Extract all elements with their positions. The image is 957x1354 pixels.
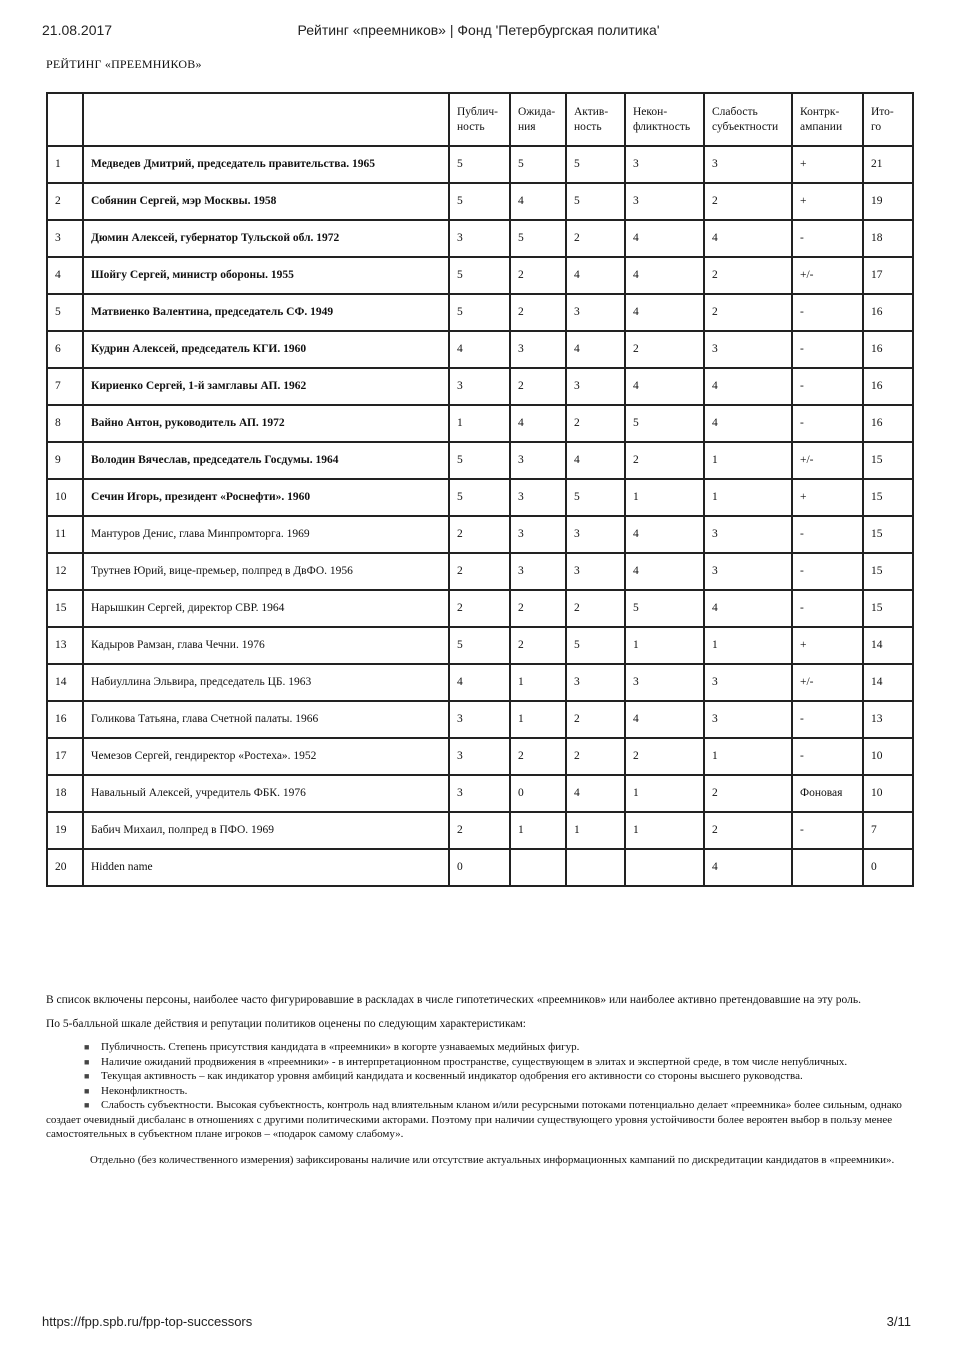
person-name-cell: Голикова Татьяна, глава Счетной палаты. 1966 [83, 701, 449, 738]
rank-cell: 4 [47, 257, 83, 294]
criteria-item: ■ Наличие ожиданий продвижения в «преемники» - в интерпретационном пространстве, существующем в элитах и экспертной среде, в том числе непубличных. [84, 1055, 848, 1068]
score-cell: 3 [449, 220, 510, 257]
score-cell: 17 [863, 257, 913, 294]
rank-cell: 11 [47, 516, 83, 553]
score-cell: 4 [625, 553, 704, 590]
score-cell: + [792, 146, 863, 183]
score-cell: + [792, 627, 863, 664]
score-cell: 15 [863, 479, 913, 516]
table-row [47, 849, 913, 886]
score-cell: 2 [566, 405, 625, 442]
score-cell: 3 [566, 294, 625, 331]
score-cell: 2 [704, 775, 792, 812]
score-cell: 15 [863, 553, 913, 590]
table-row [47, 220, 913, 257]
table-row [47, 775, 913, 812]
person-name-cell: Бабич Михаил, полпред в ПФО. 1969 [83, 812, 449, 849]
column-header: Ожида- ния [510, 93, 566, 146]
rank-cell: 15 [47, 590, 83, 627]
table-header-row [47, 93, 913, 146]
score-cell: 4 [625, 294, 704, 331]
score-cell: 15 [863, 590, 913, 627]
score-cell: 1 [566, 812, 625, 849]
person-name-cell: Матвиенко Валентина, председатель СФ. 1949 [83, 294, 449, 331]
score-cell: 2 [510, 257, 566, 294]
person-name-cell: Hidden name [83, 849, 449, 886]
table-row [47, 627, 913, 664]
score-cell: 3 [625, 183, 704, 220]
column-header: Ито- го [863, 93, 913, 146]
score-cell: 4 [704, 368, 792, 405]
score-cell: +/- [792, 257, 863, 294]
score-cell: - [792, 220, 863, 257]
score-cell: 4 [704, 849, 792, 886]
score-cell: 3 [704, 516, 792, 553]
score-cell: 2 [449, 516, 510, 553]
intro-note: В список включены персоны, наиболее часто фигурировавшие в раскладах в числе гипотетических «преемников» или наиболее активно претендовавшие на эту роль. [46, 994, 861, 1006]
person-name-cell: Навальный Алексей, учредитель ФБК. 1976 [83, 775, 449, 812]
person-name-cell: Кадыров Рамзан, глава Чечни. 1976 [83, 627, 449, 664]
score-cell: 2 [510, 590, 566, 627]
column-header: Некон- фликтность [625, 93, 704, 146]
rank-cell: 18 [47, 775, 83, 812]
scale-note: По 5-балльной шкале действия и репутации политиков оценены по следующим характеристикам: [46, 1018, 526, 1030]
score-cell: 4 [625, 220, 704, 257]
score-cell: 2 [625, 738, 704, 775]
table-row [47, 553, 913, 590]
table-row [47, 664, 913, 701]
score-cell: 4 [704, 405, 792, 442]
score-cell: 1 [510, 701, 566, 738]
source-url[interactable]: https://fpp.spb.ru/fpp-top-successors [42, 1314, 253, 1329]
score-cell: 4 [510, 183, 566, 220]
score-cell: 2 [510, 738, 566, 775]
score-cell: 4 [566, 442, 625, 479]
score-cell: 3 [625, 146, 704, 183]
score-cell: 3 [510, 516, 566, 553]
score-cell: - [792, 590, 863, 627]
rank-cell: 2 [47, 183, 83, 220]
score-cell [566, 849, 625, 886]
score-cell: 2 [510, 294, 566, 331]
score-cell: 4 [704, 220, 792, 257]
person-name-cell: Чемезов Сергей, гендиректор «Ростеха». 1952 [83, 738, 449, 775]
person-name-cell: Сечин Игорь, президент «Роснефти». 1960 [83, 479, 449, 516]
table-row [47, 812, 913, 849]
person-name-cell: Мантуров Денис, глава Минпромторга. 1969 [83, 516, 449, 553]
criteria-item: ■ Текущая активность – как индикатор уровня амбиций кандидата и косвенный индикатор одобрения его активности со стороны высшего руководства. [84, 1070, 803, 1082]
table-row [47, 590, 913, 627]
rating-table [46, 92, 914, 887]
score-cell: 3 [510, 553, 566, 590]
rank-cell: 12 [47, 553, 83, 590]
score-cell: 1 [704, 738, 792, 775]
score-cell: 5 [625, 590, 704, 627]
section-title: РЕЙТИНГ «ПРЕЕМНИКОВ» [46, 57, 202, 71]
score-cell: 4 [625, 368, 704, 405]
table-row [47, 146, 913, 183]
score-cell: Фоновая [792, 775, 863, 812]
bullet-icon: ■ [84, 1042, 90, 1052]
score-cell: 5 [449, 183, 510, 220]
score-cell: 1 [704, 627, 792, 664]
person-name-cell: Кудрин Алексей, председатель КГИ. 1960 [83, 331, 449, 368]
score-cell: 0 [863, 849, 913, 886]
score-cell: 4 [625, 701, 704, 738]
score-cell: 2 [625, 331, 704, 368]
score-cell: 1 [449, 405, 510, 442]
rank-cell: 13 [47, 627, 83, 664]
column-header: Слабость субъектности [704, 93, 792, 146]
score-cell: 3 [566, 553, 625, 590]
score-cell: 3 [566, 664, 625, 701]
score-cell: 3 [566, 516, 625, 553]
rank-cell: 16 [47, 701, 83, 738]
score-cell: 5 [566, 627, 625, 664]
score-cell: - [792, 738, 863, 775]
column-header: Актив- ность [566, 93, 625, 146]
score-cell: 3 [625, 664, 704, 701]
person-name-cell: Володин Вячеслав, председатель Госдумы. 1964 [83, 442, 449, 479]
score-cell: +/- [792, 664, 863, 701]
score-cell: 3 [510, 442, 566, 479]
score-cell: 3 [704, 664, 792, 701]
score-cell: 3 [449, 368, 510, 405]
score-cell: 5 [566, 183, 625, 220]
score-cell: + [792, 479, 863, 516]
rank-cell: 8 [47, 405, 83, 442]
person-name-cell: Медведев Дмитрий, председатель правительства. 1965 [83, 146, 449, 183]
score-cell: 10 [863, 775, 913, 812]
score-cell: 4 [449, 664, 510, 701]
score-cell: 16 [863, 368, 913, 405]
rank-cell: 10 [47, 479, 83, 516]
score-cell: 4 [625, 257, 704, 294]
person-name-cell: Нарышкин Сергей, директор СВР. 1964 [83, 590, 449, 627]
score-cell: 5 [566, 146, 625, 183]
score-cell: - [792, 331, 863, 368]
score-cell [792, 849, 863, 886]
rank-cell: 3 [47, 220, 83, 257]
person-name-cell: Кириенко Сергей, 1-й замглавы АП. 1962 [83, 368, 449, 405]
score-cell: 5 [566, 479, 625, 516]
print-date: 21.08.2017 [42, 22, 113, 38]
score-cell: 2 [704, 294, 792, 331]
table-row [47, 738, 913, 775]
column-header: Контрк- ампании [792, 93, 863, 146]
score-cell: 16 [863, 294, 913, 331]
score-cell: 19 [863, 183, 913, 220]
rank-cell: 14 [47, 664, 83, 701]
score-cell: 4 [566, 257, 625, 294]
bullet-icon: ■ [84, 1100, 90, 1110]
rank-cell: 6 [47, 331, 83, 368]
score-cell: 2 [566, 590, 625, 627]
final-note: Отдельно (без количественного измерения) зафиксированы наличие или отсутствие актуальных информационных кампаний по дискредитации кандидатов в «преемники». [90, 1154, 895, 1166]
score-cell: 1 [625, 775, 704, 812]
score-cell: 3 [704, 146, 792, 183]
score-cell: 5 [449, 627, 510, 664]
score-cell: + [792, 183, 863, 220]
score-cell: 2 [704, 257, 792, 294]
rank-cell: 1 [47, 146, 83, 183]
score-cell: 7 [863, 812, 913, 849]
score-cell: 2 [704, 812, 792, 849]
score-cell: 0 [510, 775, 566, 812]
table-row [47, 294, 913, 331]
score-cell [510, 849, 566, 886]
score-cell: 15 [863, 442, 913, 479]
score-cell: 2 [449, 553, 510, 590]
score-cell: 2 [510, 627, 566, 664]
table-row [47, 479, 913, 516]
score-cell: - [792, 368, 863, 405]
score-cell: 4 [510, 405, 566, 442]
rank-cell: 5 [47, 294, 83, 331]
score-cell: 3 [510, 479, 566, 516]
page-title: Рейтинг «преемников» | Фонд 'Петербургская политика' [297, 22, 660, 38]
score-cell: 2 [566, 220, 625, 257]
score-cell: - [792, 553, 863, 590]
score-cell: 0 [449, 849, 510, 886]
column-header [47, 93, 83, 146]
score-cell: 4 [625, 516, 704, 553]
score-cell: - [792, 701, 863, 738]
score-cell: 3 [704, 553, 792, 590]
score-cell: 3 [449, 775, 510, 812]
score-cell: 4 [449, 331, 510, 368]
score-cell: 2 [566, 738, 625, 775]
table-row [47, 331, 913, 368]
person-name-cell: Вайно Антон, руководитель АП. 1972 [83, 405, 449, 442]
score-cell: 2 [566, 701, 625, 738]
score-cell: 4 [566, 331, 625, 368]
score-cell: 3 [704, 701, 792, 738]
score-cell: 15 [863, 516, 913, 553]
person-name-cell: Дюмин Алексей, губернатор Тульской обл. 1972 [83, 220, 449, 257]
score-cell: 1 [625, 479, 704, 516]
criteria-list [46, 1040, 912, 1142]
score-cell: 4 [704, 590, 792, 627]
bullet-icon: ■ [84, 1071, 90, 1081]
score-cell: 1 [704, 479, 792, 516]
table-row [47, 257, 913, 294]
score-cell: +/- [792, 442, 863, 479]
table-row [47, 442, 913, 479]
score-cell: - [792, 405, 863, 442]
score-cell: 16 [863, 331, 913, 368]
table-row [47, 516, 913, 553]
rank-cell: 17 [47, 738, 83, 775]
score-cell: 1 [510, 664, 566, 701]
rank-cell: 7 [47, 368, 83, 405]
score-cell: - [792, 812, 863, 849]
score-cell: 1 [704, 442, 792, 479]
rank-cell: 20 [47, 849, 83, 886]
score-cell: 3 [449, 738, 510, 775]
score-cell: 1 [625, 812, 704, 849]
score-cell: 13 [863, 701, 913, 738]
score-cell: 3 [449, 701, 510, 738]
score-cell: 5 [449, 294, 510, 331]
score-cell: 2 [449, 590, 510, 627]
criteria-item: ■ Публичность. Степень присутствия кандидата в «преемники» в когорте узнаваемых медийных фигур. [84, 1041, 580, 1053]
score-cell: 5 [449, 479, 510, 516]
table-row [47, 368, 913, 405]
bullet-icon: ■ [84, 1085, 90, 1096]
score-cell: 16 [863, 405, 913, 442]
rank-cell: 9 [47, 442, 83, 479]
person-name-cell: Набиуллина Эльвира, председатель ЦБ. 1963 [83, 664, 449, 701]
score-cell: 2 [704, 183, 792, 220]
criteria-item: ■ Неконфликтность. [84, 1084, 188, 1097]
score-cell: 2 [625, 442, 704, 479]
table-row [47, 701, 913, 738]
score-cell: 1 [625, 627, 704, 664]
score-cell: 10 [863, 738, 913, 775]
score-cell: 18 [863, 220, 913, 257]
score-cell: 21 [863, 146, 913, 183]
score-cell: 3 [704, 331, 792, 368]
score-cell: 5 [449, 442, 510, 479]
score-cell: 5 [510, 220, 566, 257]
score-cell: 2 [449, 812, 510, 849]
score-cell: - [792, 294, 863, 331]
bullet-icon: ■ [84, 1056, 90, 1067]
table-row [47, 405, 913, 442]
score-cell: 14 [863, 664, 913, 701]
column-header [83, 93, 449, 146]
criteria-item: ■ Слабость субъектности. Высокая субъектность, контроль над влиятельным кланом и/или ресурсными потоками потенциально делает «преемника» более сильным, однако создает очевидный дисбаланс в отношениях с другими политическими акторами. Поэтому при наличии существующего уровня устойчивости более вероятен выбор в пользу менее самостоятельных в субъектном плане игроков – «подарок самому слабому». [46, 1099, 902, 1140]
score-cell: - [792, 516, 863, 553]
page-number: 3/11 [886, 1314, 911, 1329]
person-name-cell: Собянин Сергей, мэр Москвы. 1958 [83, 183, 449, 220]
score-cell [625, 849, 704, 886]
score-cell: 5 [625, 405, 704, 442]
score-cell: 1 [510, 812, 566, 849]
score-cell: 14 [863, 627, 913, 664]
score-cell: 5 [449, 146, 510, 183]
table-row [47, 183, 913, 220]
score-cell: 4 [566, 775, 625, 812]
column-header: Публич- ность [449, 93, 510, 146]
rank-cell: 19 [47, 812, 83, 849]
score-cell: 5 [449, 257, 510, 294]
person-name-cell: Шойгу Сергей, министр обороны. 1955 [83, 257, 449, 294]
score-cell: 5 [510, 146, 566, 183]
score-cell: 3 [566, 368, 625, 405]
score-cell: 3 [510, 331, 566, 368]
score-cell: 2 [510, 368, 566, 405]
person-name-cell: Трутнев Юрий, вице-премьер, полпред в ДвФО. 1956 [83, 553, 449, 590]
